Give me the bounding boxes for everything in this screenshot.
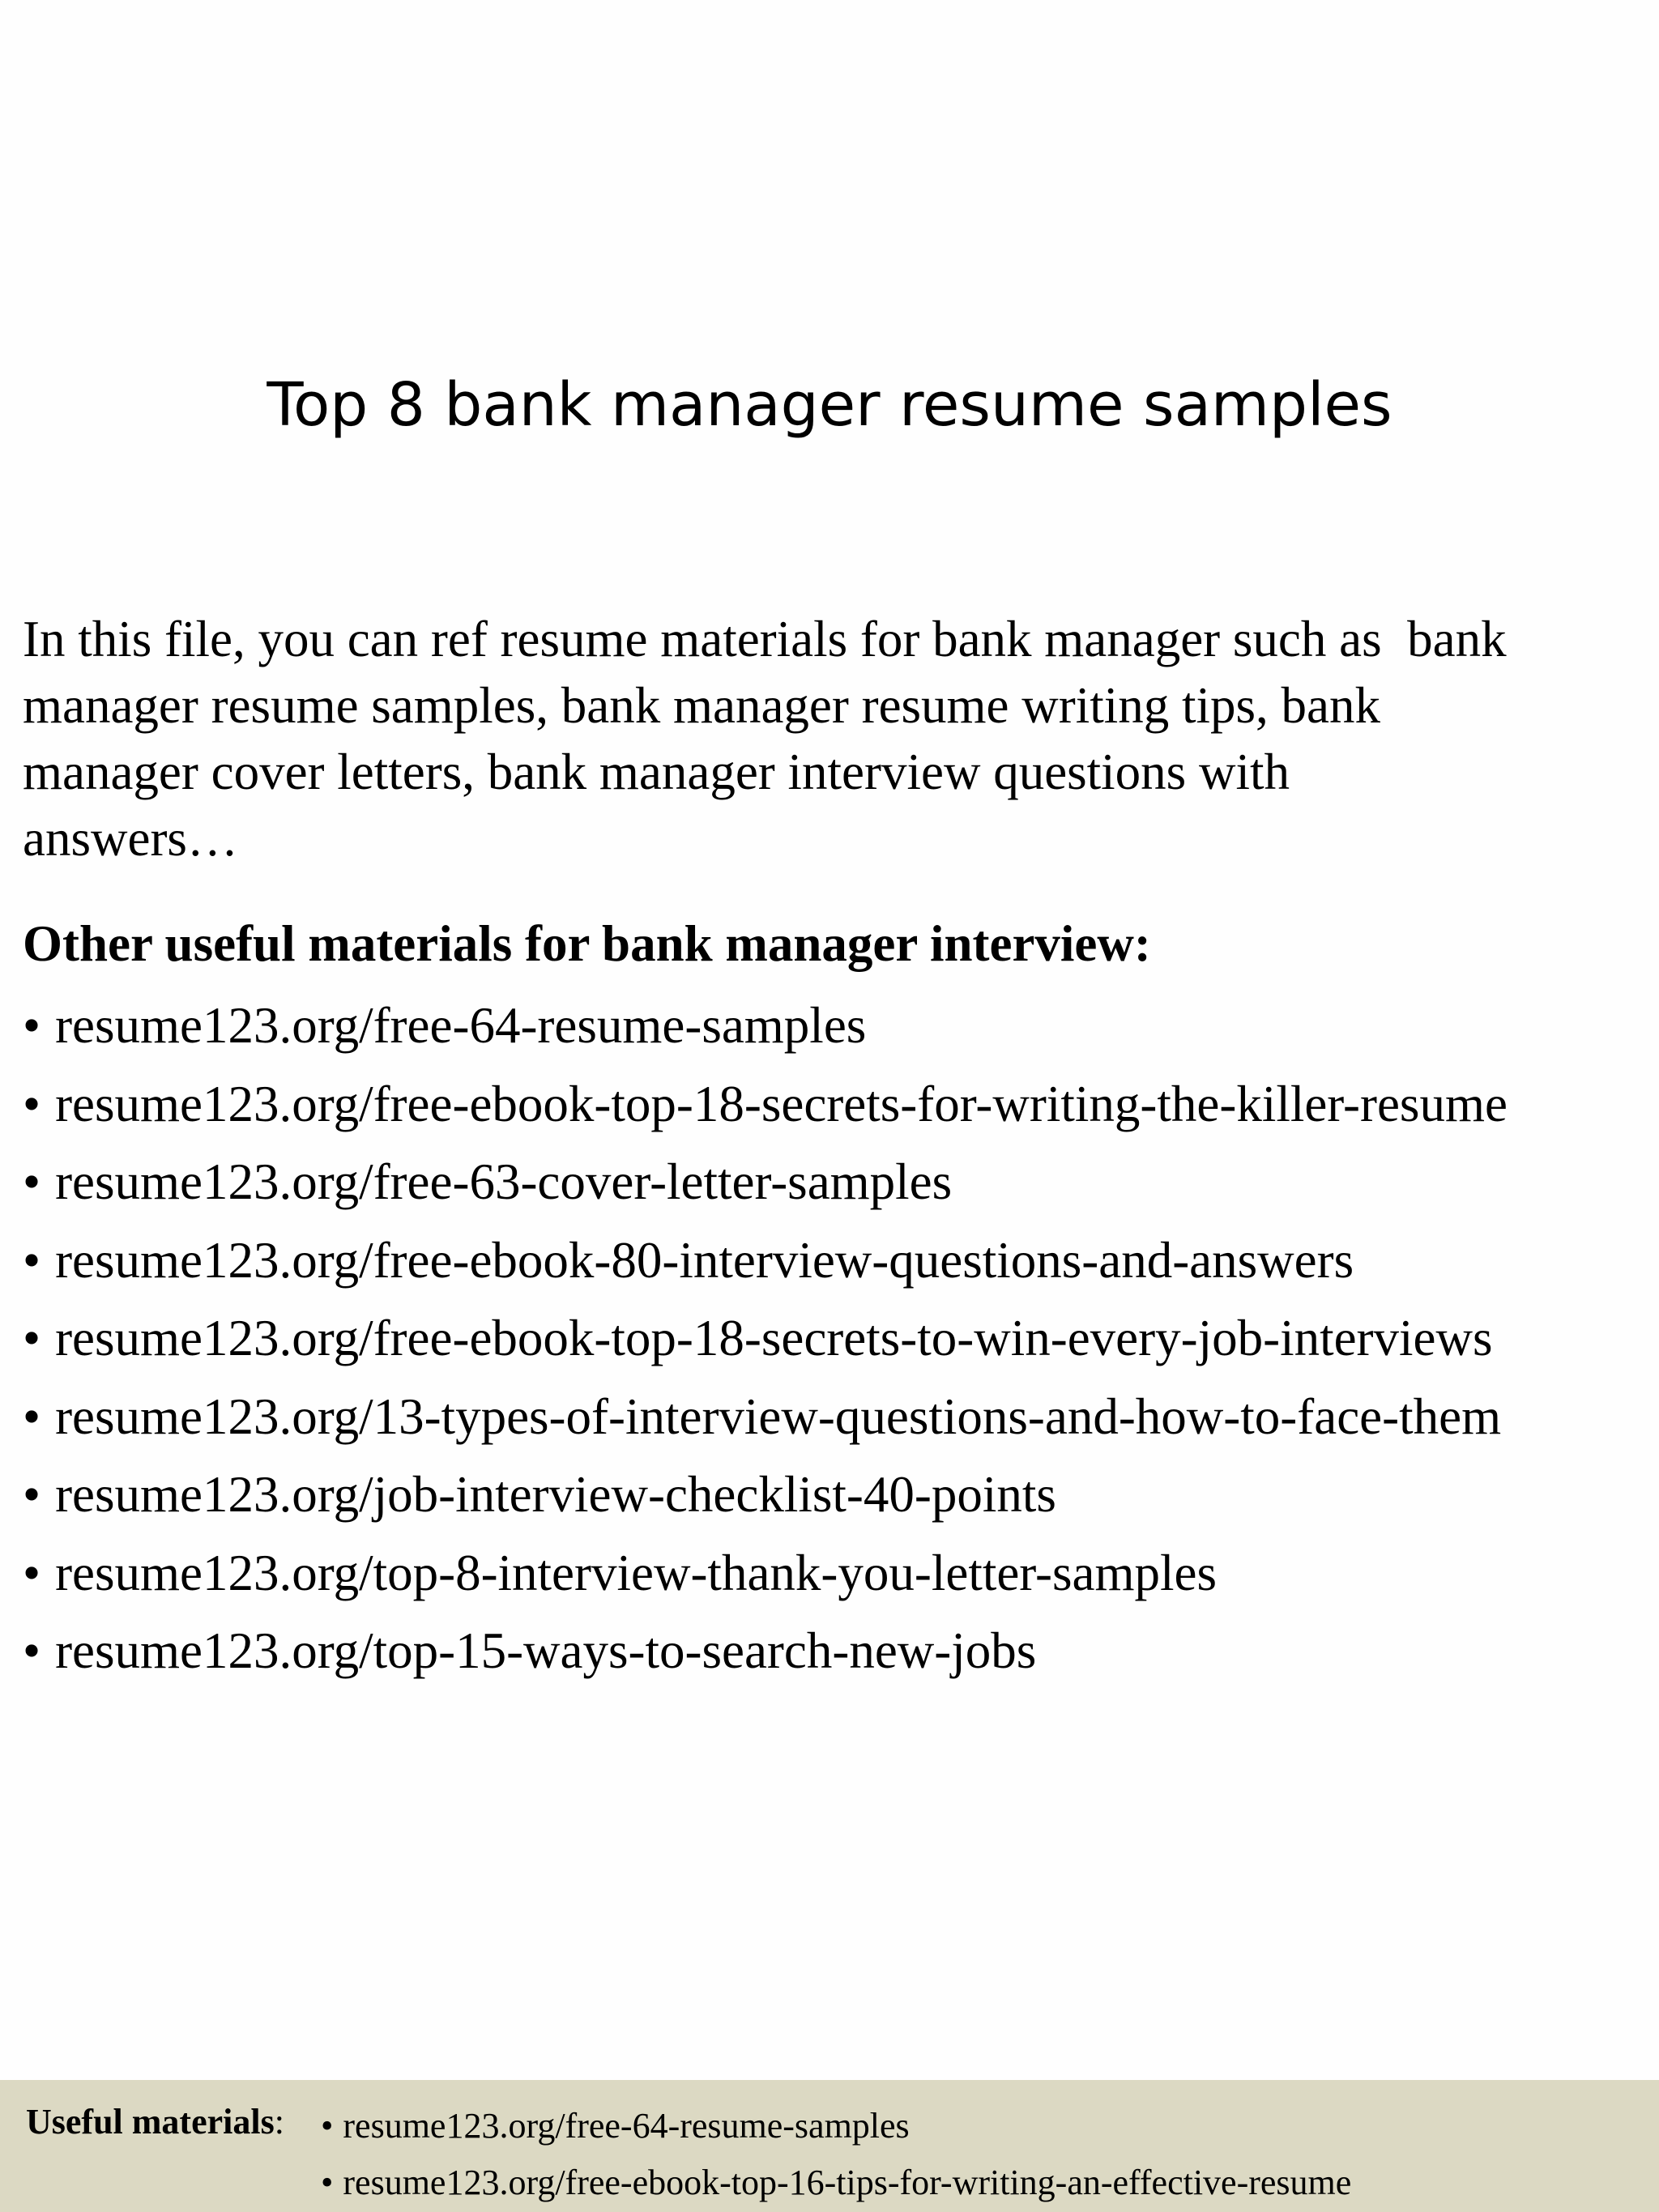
bullet: • (23, 1622, 41, 1679)
footer-resource-link[interactable]: resume123.org/free-ebook-top-16-tips-for-writing-an-effective-resume (343, 2163, 1352, 2202)
bullet: • (23, 1544, 41, 1601)
bullet: • (321, 2163, 334, 2202)
resource-link[interactable]: resume123.org/free-ebook-top-18-secrets-for-writing-the-killer-resume (55, 1075, 1508, 1132)
materials-heading: Other useful materials for bank manager interview: (23, 915, 1151, 972)
list-item (23, 1065, 1508, 1144)
list-item (23, 1378, 1508, 1456)
footer-label (26, 2098, 284, 2146)
bullet: • (23, 1387, 41, 1445)
footer-link-list (321, 2098, 1351, 2211)
resource-link[interactable]: resume123.org/job-interview-checklist-40-points (55, 1466, 1056, 1523)
intro-paragraph: In this file, you can ref resume materials for bank manager such as bank manager resume samples, bank manager resume writing tips, bank manager cover letters, bank manager interview questions with answers… (23, 611, 1507, 867)
page-title: Top 8 bank manager resume samples (267, 370, 1392, 440)
resource-link[interactable]: resume123.org/top-15-ways-to-search-new-jobs (55, 1622, 1037, 1679)
resource-link[interactable]: resume123.org/13-types-of-interview-questions-and-how-to-face-them (55, 1387, 1502, 1445)
bullet: • (23, 1153, 41, 1210)
bullet: • (23, 997, 41, 1054)
footer-list-item (321, 2154, 1351, 2211)
footer-resource-link[interactable]: resume123.org/free-64-resume-samples (343, 2106, 910, 2146)
list-item (23, 1455, 1508, 1534)
bullet: • (321, 2106, 334, 2146)
materials-link-list (23, 987, 1508, 1690)
footer-label-text: Useful materials (26, 2102, 275, 2142)
resource-link[interactable]: resume123.org/top-8-interview-thank-you-letter-samples (55, 1544, 1217, 1601)
resource-link[interactable]: resume123.org/free-63-cover-letter-samples (55, 1153, 953, 1210)
list-item (23, 1534, 1508, 1613)
list-item (23, 1612, 1508, 1690)
list-item (23, 1221, 1508, 1300)
resource-link[interactable]: resume123.org/free-64-resume-samples (55, 997, 867, 1054)
bullet: • (23, 1310, 41, 1366)
bullet: • (23, 1075, 41, 1132)
footer-list-item (321, 2098, 1351, 2154)
list-item (23, 1143, 1508, 1221)
list-item (23, 987, 1508, 1065)
footer-colon: : (274, 2102, 284, 2142)
bullet: • (23, 1466, 41, 1523)
resource-link[interactable]: resume123.org/free-ebook-80-interview-questions-and-answers (55, 1231, 1354, 1289)
resource-link[interactable]: resume123.org/free-ebook-top-18-secrets-to-win-every-job-interviews (55, 1310, 1493, 1366)
bullet: • (23, 1231, 41, 1289)
footer-bar (0, 2080, 1659, 2212)
list-item (23, 1299, 1508, 1378)
